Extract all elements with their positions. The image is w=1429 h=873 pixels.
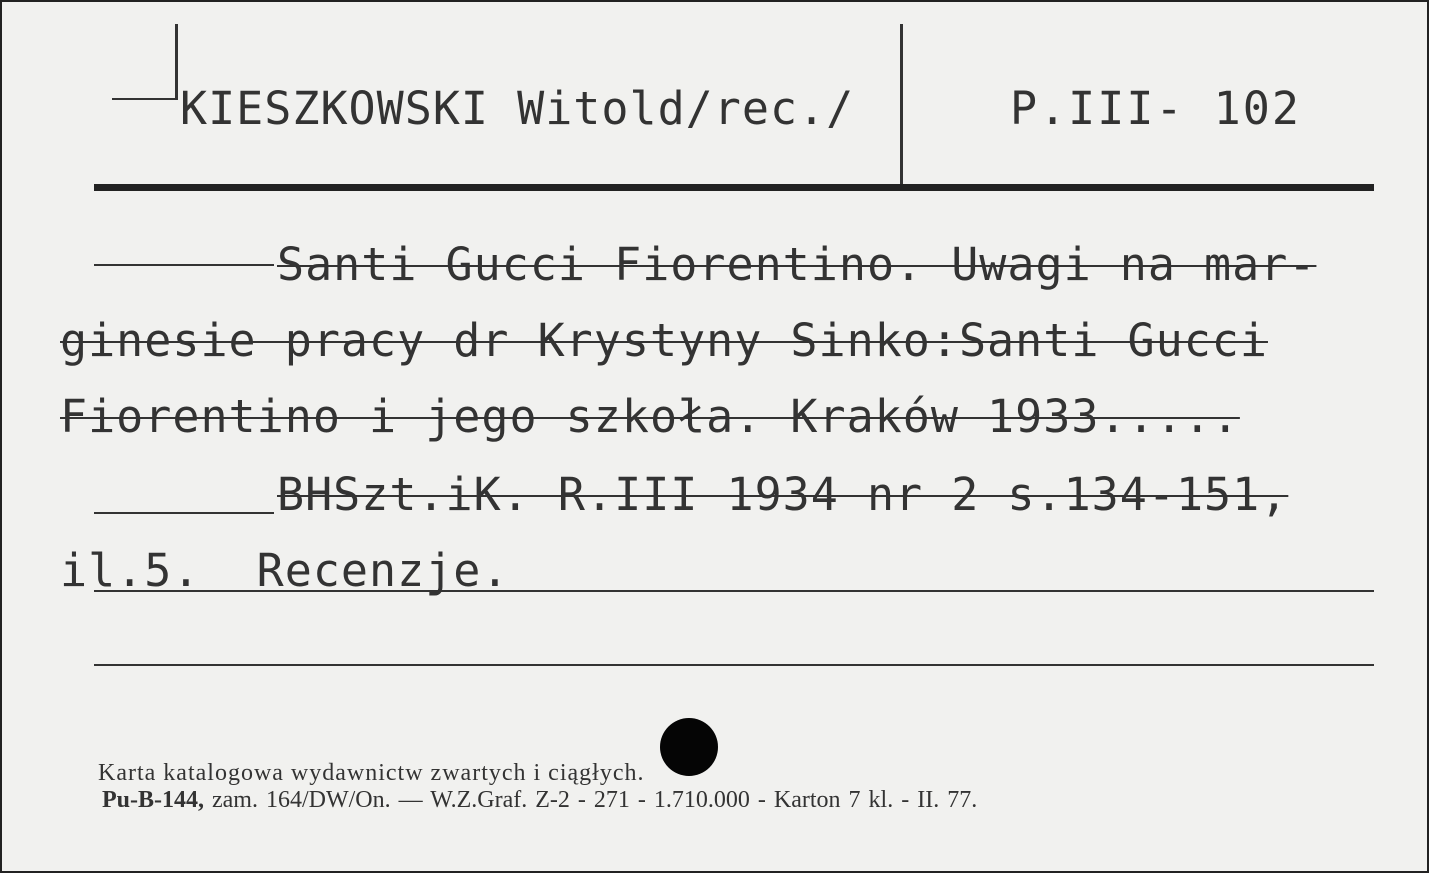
entry-line-5: il.5. Recenzje. <box>60 544 510 597</box>
heading-rule <box>94 184 1374 191</box>
entry-line-4: BHSzt.iK. R.III 1934 nr 2 s.134-151, <box>277 468 1289 521</box>
line-rule <box>94 664 1374 666</box>
line-rule <box>94 264 274 266</box>
card-call-number: P.III- 102 <box>1010 82 1301 135</box>
footer-print-details: zam. 164/DW/On. — W.Z.Graf. Z-2 - 271 - 1.710.000 - Karton 7 kl. - II. 77. <box>212 787 978 813</box>
entry-line-1: Santi Gucci Fiorentino. Uwagi na mar- <box>277 238 1317 291</box>
footer-print-info <box>102 787 977 814</box>
entry-line-3: Fiorentino i jego szkoła. Kraków 1933..... <box>60 390 1240 443</box>
header-corner-mark-horizontal <box>112 98 178 100</box>
header-corner-mark-vertical <box>175 24 178 98</box>
header-divider-mark <box>900 24 903 184</box>
line-rule <box>94 512 274 514</box>
card-heading-author: KIESZKOWSKI Witold/rec./ <box>180 82 855 135</box>
punch-hole <box>660 718 718 776</box>
footer-card-type: Karta katalogowa wydawnictw zwartych i ciągłych. <box>98 760 645 786</box>
footer-form-code: Pu-B-144, <box>102 787 204 813</box>
entry-line-2: ginesie pracy dr Krystyny Sinko:Santi Gucci <box>60 314 1268 367</box>
